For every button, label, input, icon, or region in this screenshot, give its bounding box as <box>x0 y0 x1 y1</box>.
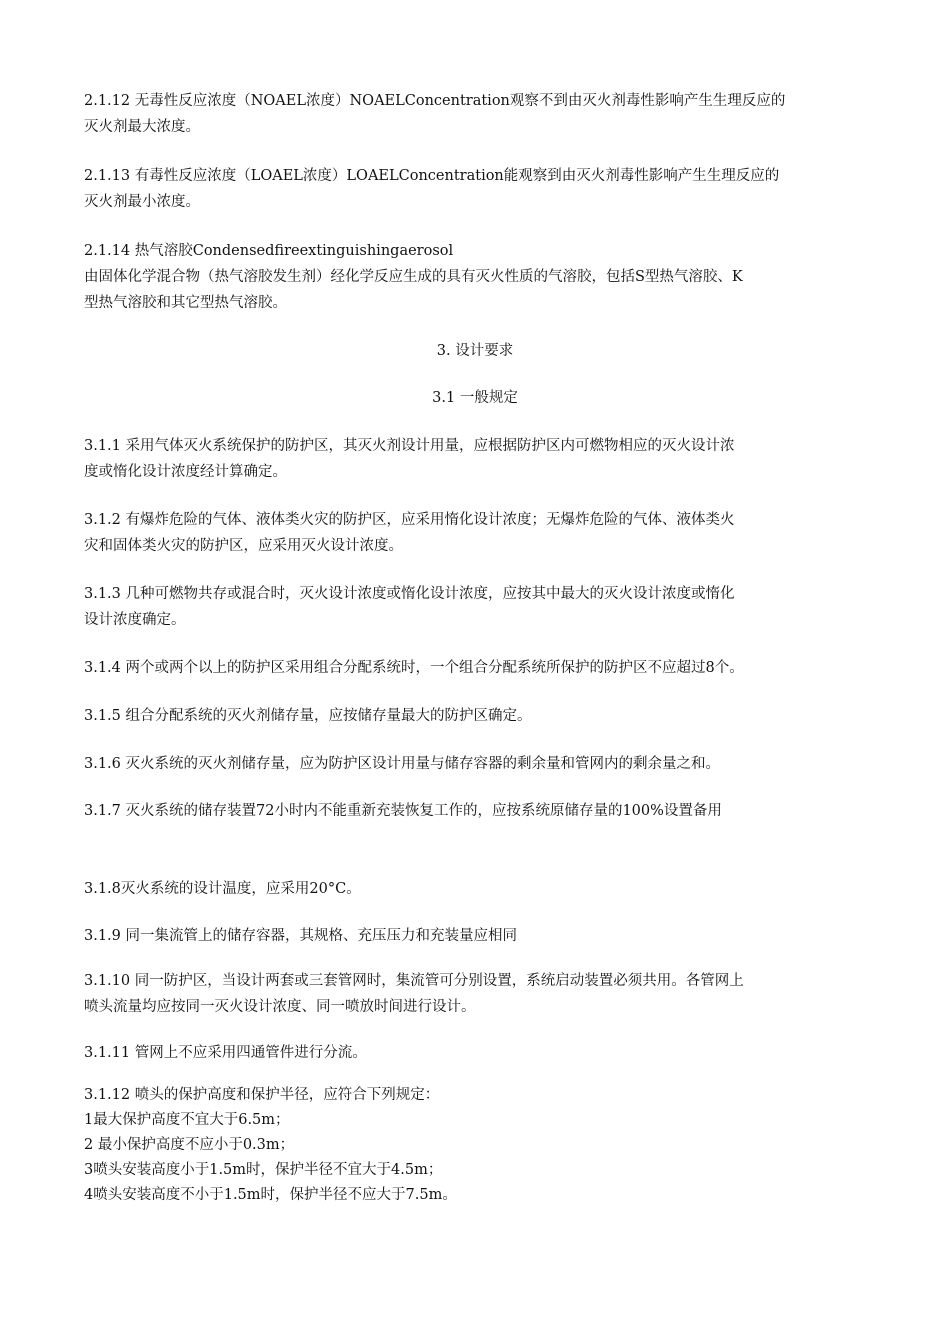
clause-intro: 3.1.12 喷头的保护高度和保护半径，应符合下列规定： <box>84 1087 440 1103</box>
text-line: 3.1.8灭火系统的设计温度，应采用20°C。 <box>84 881 361 897</box>
definition-2-1-13 <box>84 163 864 215</box>
definition-2-1-14 <box>84 238 864 316</box>
text-line: 由固体化学混合物（热气溶胶发生剂）经化学反应生成的具有灭火性质的气溶胶，包括S型热气溶胶、K <box>84 269 743 285</box>
clause-3-1-8 <box>84 876 864 902</box>
list-item: 1最大保护高度不宜大于6.5m； <box>84 1112 290 1128</box>
clause-3-1-7 <box>84 798 864 824</box>
section-subtitle: 3.1 一般规定 <box>432 390 518 406</box>
clause-3-1-12 <box>84 1083 864 1208</box>
text-line: 2.1.14 热气溶胶Condensedfireextinguishingaerosol <box>84 243 454 259</box>
requirement-list <box>84 1108 864 1208</box>
text-line: 灭火剂最大浓度。 <box>84 119 200 135</box>
clause-3-1-1 <box>84 433 864 485</box>
clause-3-1-6 <box>84 751 864 777</box>
text-line: 3.1.5 组合分配系统的灭火剂储存量，应按储存量最大的防护区确定。 <box>84 708 532 724</box>
list-item: 4喷头安装高度不小于1.5m时，保护半径不应大于7.5m。 <box>84 1187 457 1203</box>
text-line: 设计浓度确定。 <box>84 612 186 628</box>
text-line: 3.1.3 几种可燃物共存或混合时，灭火设计浓度或惰化设计浓度，应按其中最大的灭火设计浓度或惰化 <box>84 586 735 602</box>
clause-3-1-11 <box>84 1040 864 1066</box>
clause-3-1-10 <box>84 968 864 1020</box>
clause-3-1-5 <box>84 703 864 729</box>
clause-3-1-4 <box>84 655 864 681</box>
section-title: 3. 设计要求 <box>436 343 514 359</box>
text-line: 度或惰化设计浓度经计算确定。 <box>84 464 287 480</box>
text-line: 3.1.6 灭火系统的灭火剂储存量，应为防护区设计用量与储存容器的剩余量和管网内的剩余量之和。 <box>84 756 720 772</box>
clause-3-1-2 <box>84 507 864 559</box>
text-line: 3.1.2 有爆炸危险的气体、液体类火灾的防护区，应采用惰化设计浓度；无爆炸危险的气体、液体类火 <box>84 512 735 528</box>
list-item: 3喷头安装高度小于1.5m时，保护半径不宜大于4.5m； <box>84 1162 443 1178</box>
text-line: 3.1.1 采用气体灭火系统保护的防护区，其灭火剂设计用量，应根据防护区内可燃物相应的灭火设计浓 <box>84 438 735 454</box>
clause-3-1-9 <box>84 923 864 949</box>
clause-3-1-3 <box>84 581 864 633</box>
text-line: 3.1.10 同一防护区，当设计两套或三套管网时，集流管可分别设置，系统启动装置必须共用。各管网上 <box>84 973 744 989</box>
text-line: 3.1.7 灭火系统的储存装置72小时内不能重新充装恢复工作的，应按系统原储存量的100%设置备用 <box>84 803 722 819</box>
text-line: 灭火剂最小浓度。 <box>84 194 200 210</box>
text-line: 2.1.12 无毒性反应浓度（NOAEL浓度）NOAELConcentration观察不到由灭火剂毒性影响产生生理反应的 <box>84 93 786 109</box>
text-line: 3.1.11 管网上不应采用四通管件进行分流。 <box>84 1045 367 1061</box>
text-line: 喷头流量均应按同一灭火设计浓度、同一喷放时间进行设计。 <box>84 999 476 1015</box>
text-line: 3.1.4 两个或两个以上的防护区采用组合分配系统时，一个组合分配系统所保护的防护区不应超过8个。 <box>84 660 744 676</box>
text-line: 灾和固体类火灾的防护区，应采用灭火设计浓度。 <box>84 538 403 554</box>
text-line: 3.1.9 同一集流管上的储存容器，其规格、充压压力和充装量应相同 <box>84 928 518 944</box>
text-line: 2.1.13 有毒性反应浓度（LOAEL浓度）LOAELConcentration能观察到由灭火剂毒性影响产生生理反应的 <box>84 168 780 184</box>
text-line: 型热气溶胶和其它型热气溶胶。 <box>84 295 287 311</box>
list-item: 2 最小保护高度不应小于0.3m； <box>84 1137 295 1153</box>
definition-2-1-12 <box>84 88 864 140</box>
